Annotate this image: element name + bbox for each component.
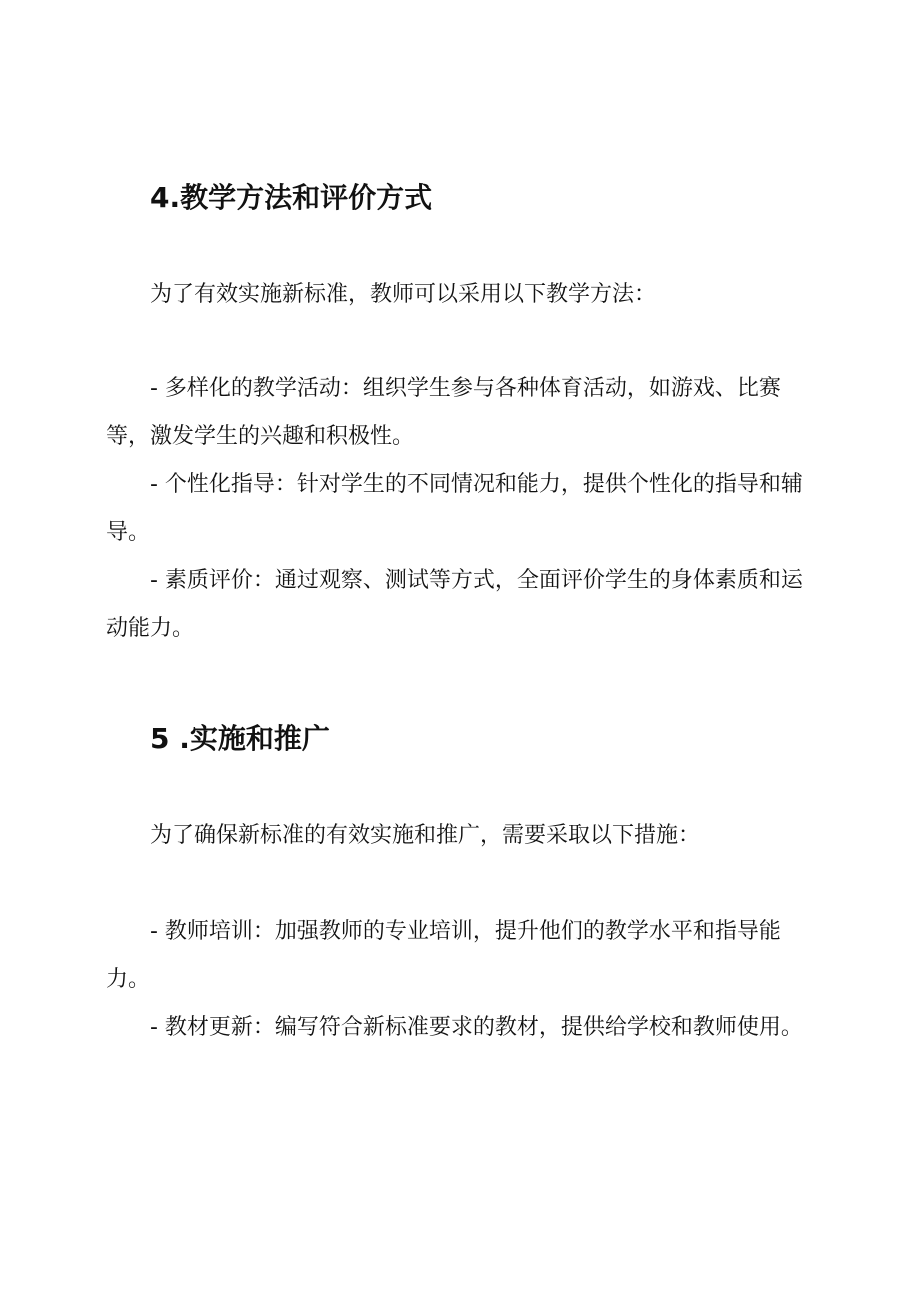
section-4-item-3: - 素质评价：通过观察、测试等方式，全面评价学生的身体素质和运动能力。: [106, 568, 803, 641]
section-4-item-2: - 个性化指导：针对学生的不同情况和能力，提供个性化的指导和辅导。: [106, 472, 803, 545]
section-4-heading: 4.教学方法和评价方式: [150, 181, 433, 214]
section-5-item-2: - 教材更新：编写符合新标准要求的教材，提供给学校和教师使用。: [150, 1015, 803, 1040]
section-4-intro: 为了有效实施新标准，教师可以采用以下教学方法：: [150, 282, 657, 307]
section-5-heading: 5 .实施和推广: [150, 722, 330, 755]
section-5-intro: 为了确保新标准的有效实施和推广，需要采取以下措施：: [150, 823, 701, 848]
section-4-item-1: - 多样化的教学活动：组织学生参与各种体育活动，如游戏、比赛等，激发学生的兴趣和积极性。: [106, 376, 781, 449]
section-5-item-1: - 教师培训：加强教师的专业培训，提升他们的教学水平和指导能力。: [106, 919, 781, 992]
